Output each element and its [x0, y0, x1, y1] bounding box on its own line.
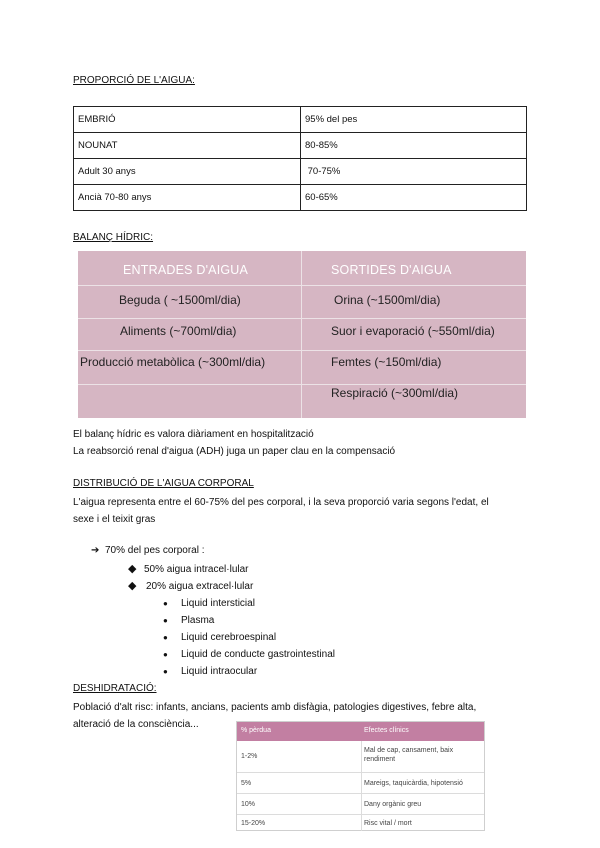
- dot-bullet-icon: ●: [163, 599, 168, 608]
- list-item-label: Liquid cerebroespinal: [181, 632, 277, 643]
- sortida-item: Respiració (~300ml/dia): [331, 386, 459, 400]
- list-item-label: Liquid intraocular: [181, 666, 258, 677]
- table-cell-loss: 15-20%: [241, 820, 266, 827]
- list-item-label: 70% del pes corporal :: [105, 545, 205, 556]
- list-item-label: Plasma: [181, 615, 215, 626]
- table-header: [237, 722, 484, 741]
- table-cell-effect: Dany orgànic greu: [364, 801, 422, 808]
- table-cell-value: 80-85%: [301, 133, 527, 159]
- table-cell-label: Ancià 70-80 anys: [74, 185, 301, 211]
- dot-bullet-icon: ●: [163, 616, 168, 625]
- deshidratacio-paragraph: alteració de la consciència...: [73, 719, 199, 730]
- row-divider: [78, 384, 526, 385]
- table-row: [74, 159, 527, 185]
- table-cell-label: EMBRIÓ: [74, 107, 301, 133]
- list-item-label: Liquid intersticial: [181, 598, 255, 609]
- table-cell-effect: Risc vital / mort: [364, 820, 412, 827]
- column-divider: [301, 251, 302, 418]
- dot-bullet-icon: ●: [163, 633, 168, 642]
- list-item: [163, 649, 335, 660]
- section-heading-deshidratacio: DESHIDRATACIÓ:: [73, 683, 157, 694]
- list-item: [128, 579, 253, 592]
- table-cell-loss: 1-2%: [241, 753, 258, 760]
- table-cell-label: NOUNAT: [74, 133, 301, 159]
- table-cell-value: 95% del pes: [301, 107, 527, 133]
- dot-bullet-icon: ●: [163, 650, 168, 659]
- column-header: % pèrdua: [241, 727, 271, 734]
- table-row: [74, 133, 527, 159]
- list-item: [128, 562, 249, 575]
- sortides-header: SORTIDES D'AIGUA: [331, 263, 452, 277]
- list-item: [163, 615, 214, 626]
- section-heading-balanc: BALANÇ HÍDRIC:: [73, 232, 154, 243]
- table-row: [237, 772, 484, 793]
- row-divider: [78, 285, 526, 286]
- table-cell-loss: 10%: [241, 801, 256, 808]
- table-cell-effect: Mareigs, taquicàrdia, hipotensió: [364, 780, 463, 787]
- table-cell-label: Adult 30 anys: [74, 159, 301, 185]
- row-divider: [78, 318, 526, 319]
- table-cell-effect: Mal de cap, cansament, baix rendiment: [364, 747, 454, 763]
- section-heading-proporcio: PROPORCIÓ DE L'AIGUA:: [73, 75, 195, 86]
- arrow-icon: ➔: [91, 545, 100, 556]
- column-header: Efectes clínics: [364, 727, 409, 734]
- sortida-item: Femtes (~150ml/dia): [331, 355, 442, 369]
- entrades-header: ENTRADES D'AIGUA: [123, 263, 249, 277]
- entrada-item: Beguda ( ~1500ml/dia): [119, 293, 241, 307]
- list-item: [91, 545, 205, 556]
- table-row: [237, 793, 484, 814]
- table-row: [74, 107, 527, 133]
- dehydration-table: [236, 721, 485, 831]
- balanc-note: El balanç hídric es valora diàriament en hospitalització: [73, 429, 314, 440]
- diamond-bullet-icon: ◆: [128, 563, 137, 575]
- table-row: [74, 185, 527, 211]
- dot-bullet-icon: ●: [163, 667, 168, 676]
- list-item-label: Liquid de conducte gastrointestinal: [181, 649, 335, 660]
- list-item: [163, 598, 255, 609]
- distribucio-paragraph: L'aigua representa entre el 60-75% del pes corporal, i la seva proporció varia segons l'edat, el: [73, 497, 489, 508]
- water-proportion-table: [73, 106, 527, 211]
- entrada-item: Producció metabòlica (~300ml/dia): [80, 355, 266, 369]
- row-divider: [78, 350, 526, 351]
- distribucio-paragraph: sexe i el teixit gras: [73, 514, 156, 525]
- table-cell-value: 70-75%: [301, 159, 527, 185]
- table-row: [237, 741, 484, 772]
- deshidratacio-paragraph: Població d'alt risc: infants, ancians, pacients amb disfàgia, patologies digestives, febre alta,: [73, 702, 477, 713]
- list-item: [163, 632, 276, 643]
- table-row: [237, 814, 484, 831]
- list-item: [163, 666, 257, 677]
- section-heading-distribucio: DISTRIBUCIÓ DE L'AIGUA CORPORAL: [73, 478, 254, 489]
- table-cell-value: 60-65%: [301, 185, 527, 211]
- entrada-item: Aliments (~700ml/dia): [120, 324, 237, 338]
- sortida-item: Orina (~1500ml/dia): [334, 293, 441, 307]
- balanc-note: La reabsorció renal d'aigua (ADH) juga un paper clau en la compensació: [73, 446, 396, 457]
- list-item-label: 20% aigua extracel·lular: [146, 581, 254, 592]
- sortida-item: Suor i evaporació (~550ml/dia): [331, 324, 495, 338]
- list-item-label: 50% aigua intracel·lular: [144, 564, 249, 575]
- table-cell-loss: 5%: [241, 780, 252, 787]
- diamond-bullet-icon: ◆: [128, 580, 137, 592]
- water-balance-table: [78, 251, 526, 418]
